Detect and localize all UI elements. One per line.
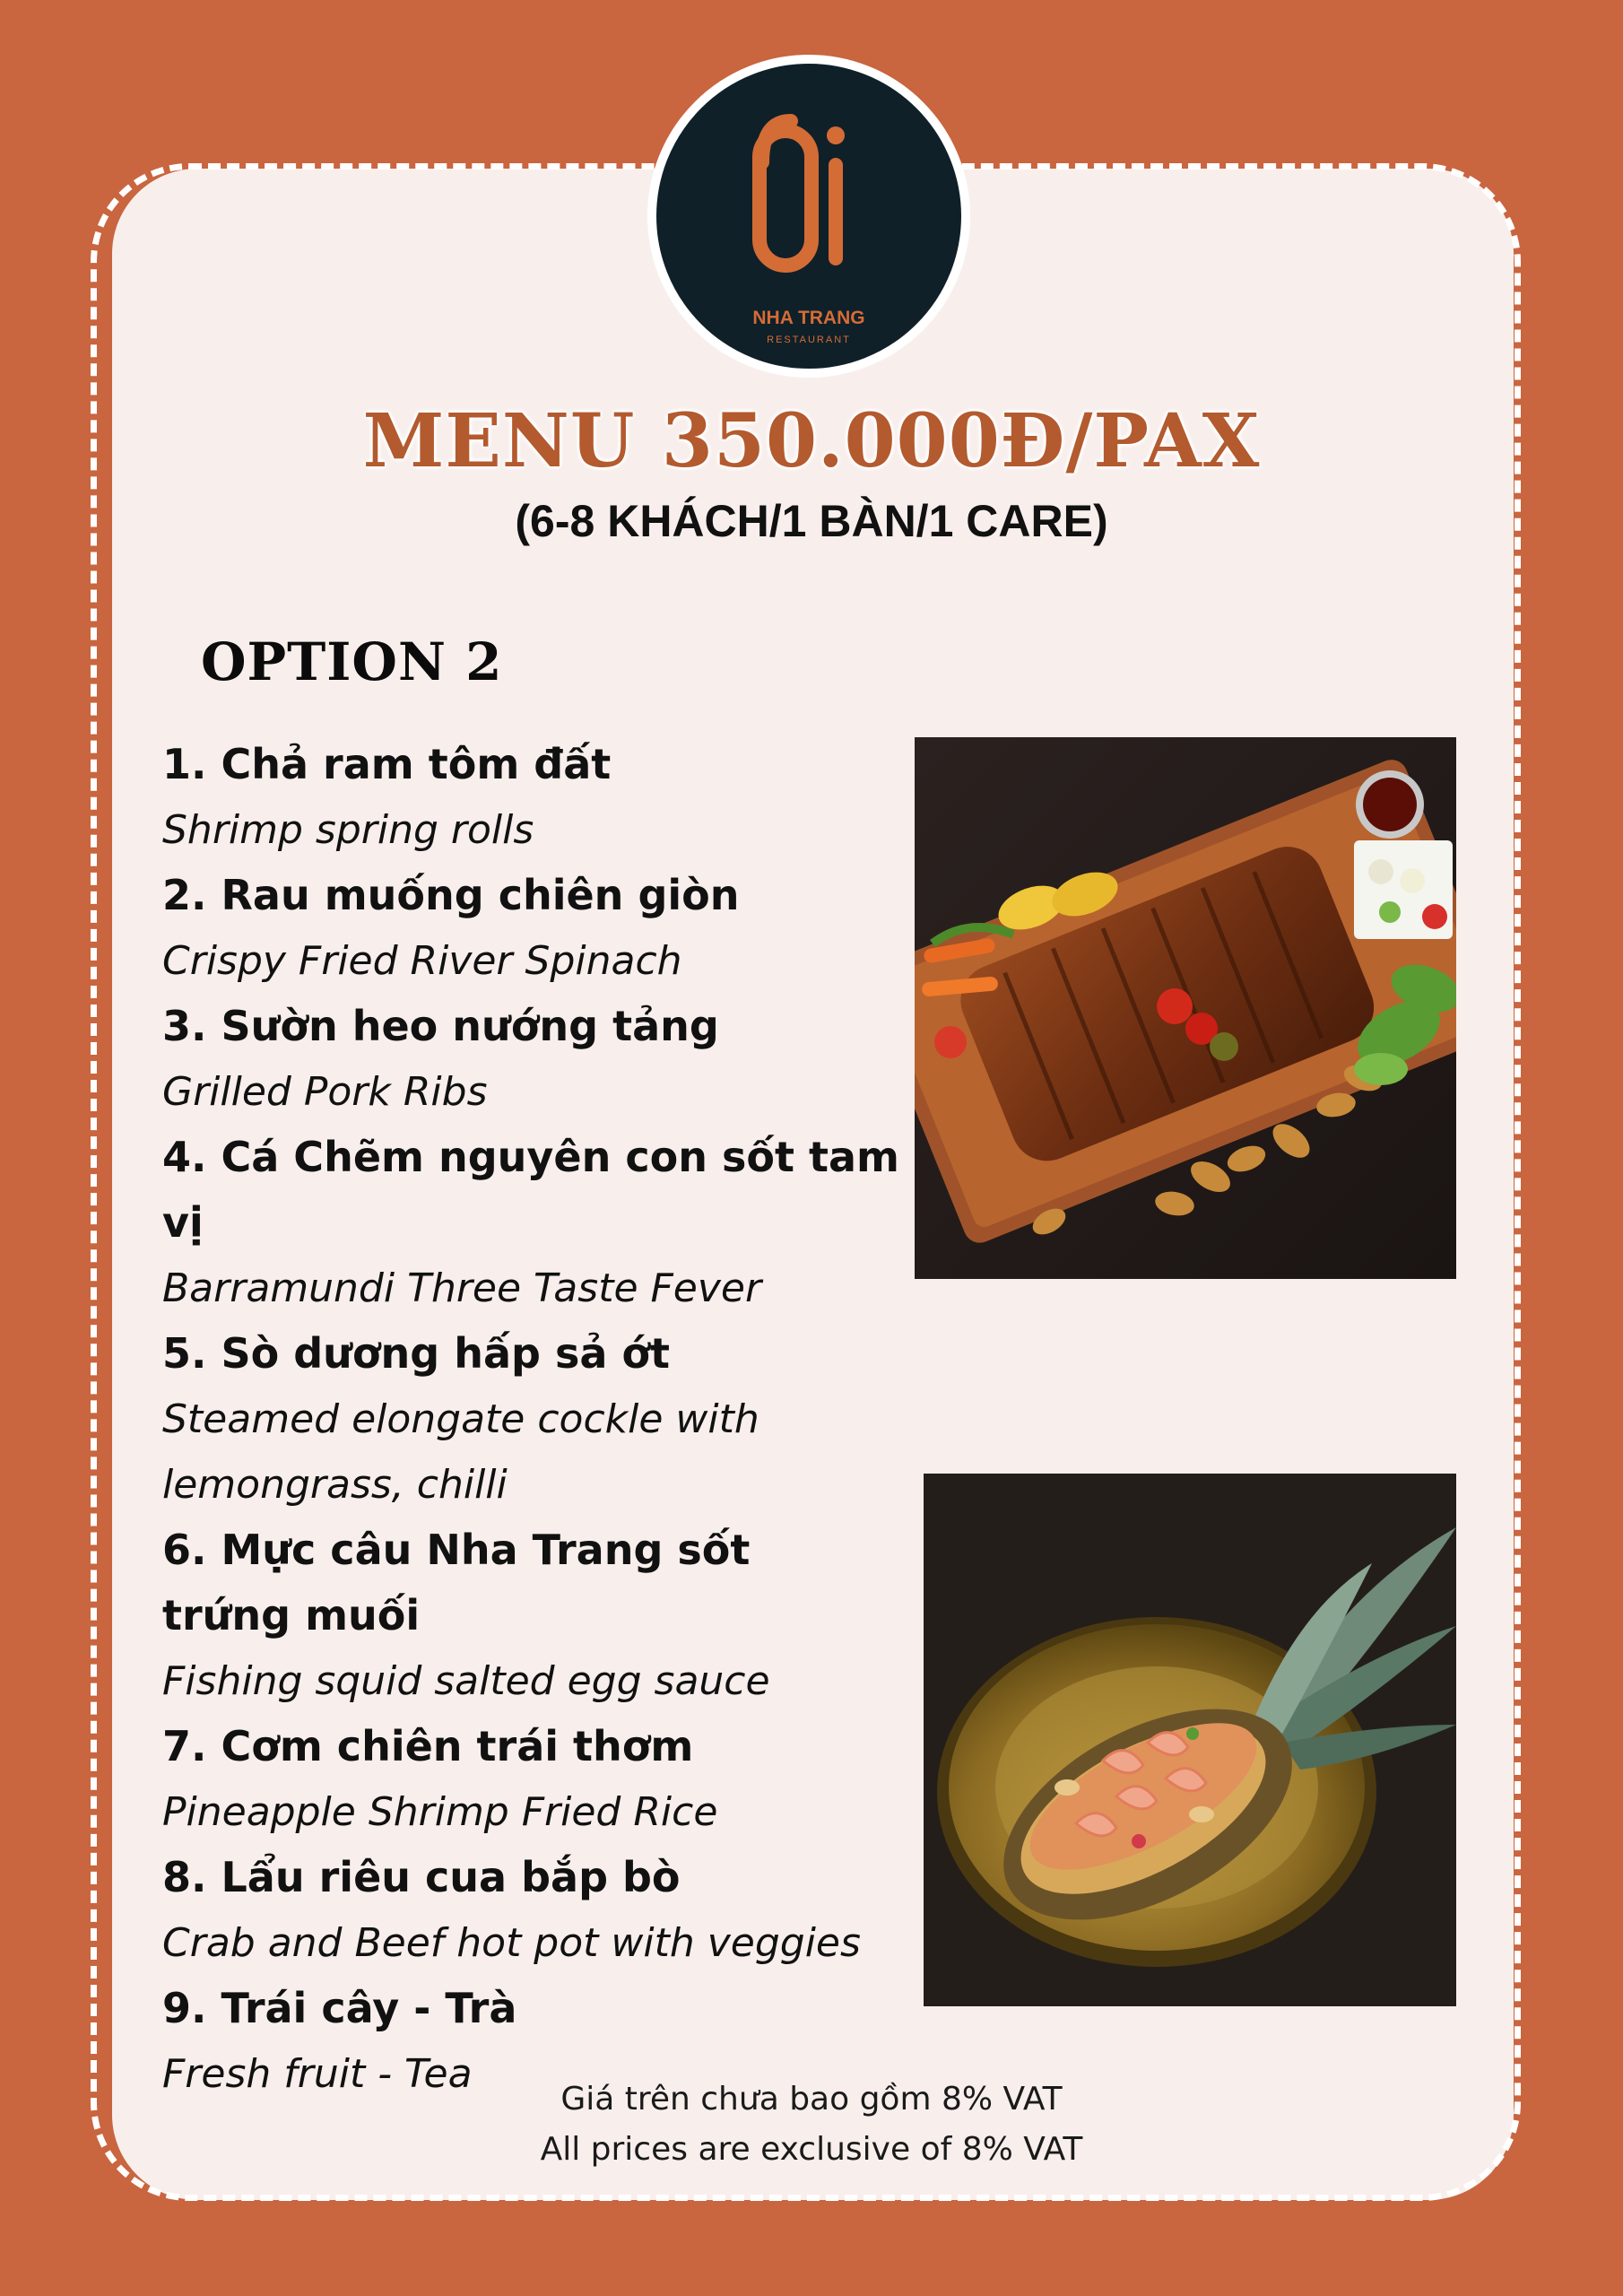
- list-item: [162, 863, 933, 994]
- grilled-pork-ribs-photo: [915, 737, 1456, 1279]
- dish-name-en: Fishing squid salted egg sauce: [162, 1658, 770, 1704]
- page-title: MENU 350.000Đ/PAX: [362, 398, 1261, 484]
- dish-name-vn: 7. Cơm chiên trái thơm: [162, 1722, 694, 1770]
- menu-list: [162, 732, 933, 2107]
- dish-name-en: Steamed elongate cockle with lemongrass, chilli: [162, 1396, 759, 1508]
- restaurant-logo: [647, 55, 970, 378]
- dish-name-vn: 3. Sườn heo nướng tảng: [162, 1002, 719, 1050]
- dish-name-vn: 2. Rau muống chiên giòn: [162, 871, 740, 919]
- list-item: [162, 1125, 933, 1321]
- list-item: [162, 1321, 933, 1518]
- dish-name-en: Fresh fruit - Tea: [162, 2051, 473, 2097]
- dish-name-en: Crab and Beef hot pot with veggies: [162, 1920, 861, 1966]
- dish-name-vn: 8. Lẩu riêu cua bắp bò: [162, 1853, 681, 1901]
- dish-name-vn: 9. Trái cây - Trà: [162, 1984, 517, 2032]
- pineapple-fried-rice-photo: [924, 1474, 1456, 2006]
- list-item: [162, 994, 933, 1125]
- dish-name-en: Shrimp spring rolls: [162, 807, 534, 853]
- dish-name-en: Pineapple Shrimp Fried Rice: [162, 1789, 718, 1835]
- dish-name-vn: 1. Chả ram tôm đất: [162, 740, 612, 788]
- dish-name-vn: 5. Sò dương hấp sả ớt: [162, 1329, 670, 1378]
- vat-note-vn: Giá trên chưa bao gồm 8% VAT: [560, 2081, 1063, 2118]
- dish-name-en: Grilled Pork Ribs: [162, 1069, 488, 1115]
- list-item: [162, 732, 933, 863]
- logo-name: NHA TRANG: [752, 308, 865, 328]
- logo-subtitle: RESTAURANT: [767, 335, 851, 345]
- dish-name-en: Barramundi Three Taste Fever: [162, 1265, 762, 1311]
- list-item: [162, 1518, 933, 1714]
- dish-name-en: Crispy Fried River Spinach: [162, 938, 682, 984]
- page-subtitle: (6-8 KHÁCH/1 BÀN/1 CARE): [515, 496, 1108, 546]
- dish-name-vn: 4. Cá Chẽm nguyên con sốt tam vị: [162, 1133, 899, 1247]
- dish-name-vn: 6. Mực câu Nha Trang sốt trứng muối: [162, 1526, 751, 1639]
- vat-note-en: All prices are exclusive of 8% VAT: [540, 2131, 1083, 2168]
- list-item: [162, 1845, 933, 1976]
- option-label: OPTION 2: [201, 631, 503, 692]
- list-item: [162, 1714, 933, 1845]
